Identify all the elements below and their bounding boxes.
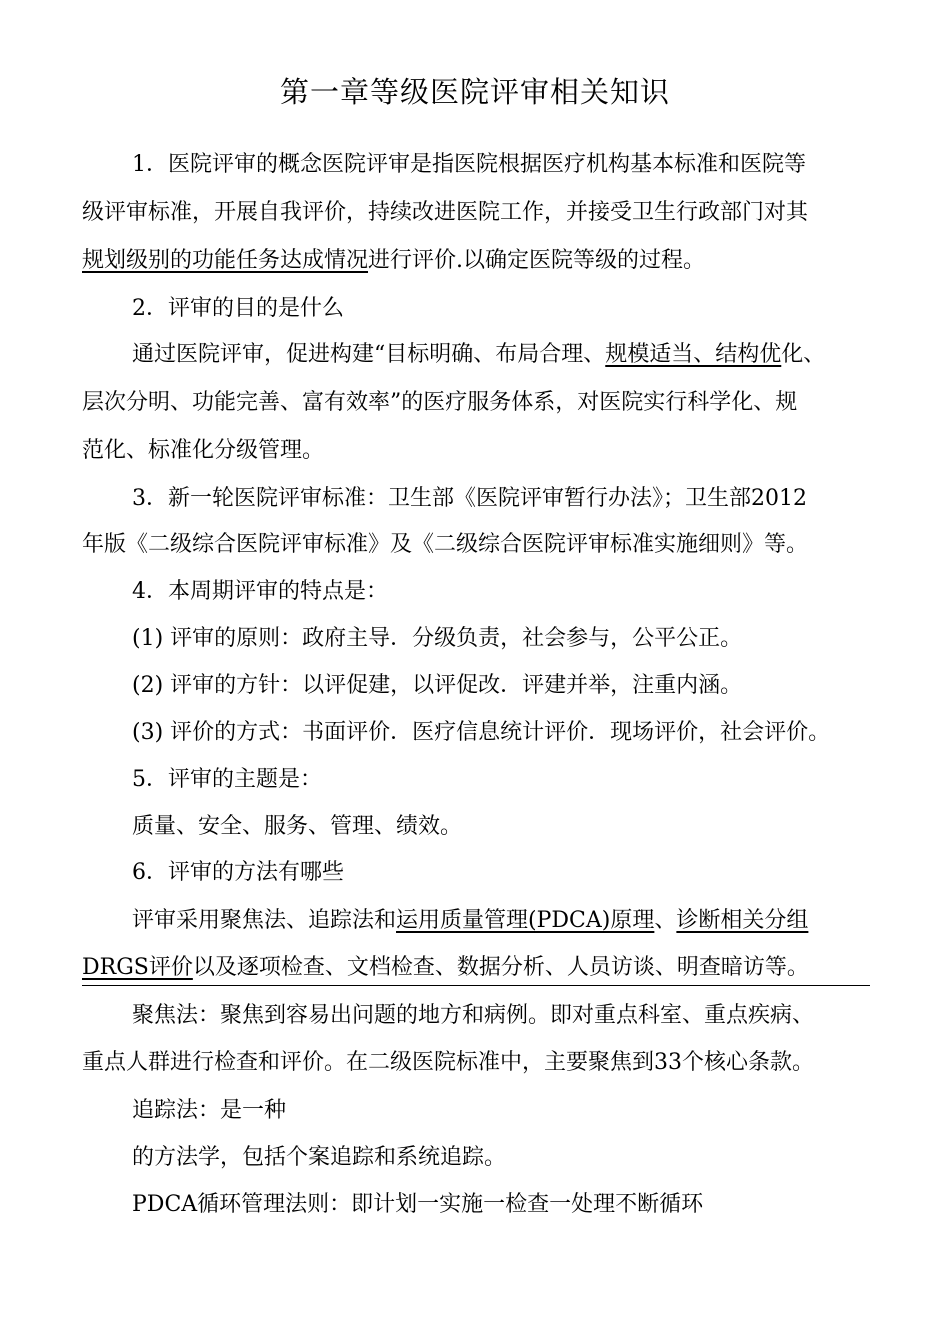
s1-line2: 级评审标准，开展自我评价，持续改进医院工作，并接受卫生行政部门对其 [82,200,809,225]
s1-line1: 1．医院评审的概念医院评审是指医院根据医疗机构基本标准和医院等 [132,152,806,177]
s6-text-a: 评审采用聚焦法、追踪法和 [132,908,397,933]
s4-item2: (2) 评审的方针：以评促建，以评促改．评建并举，注重内涵。 [132,673,743,698]
s1-line3 [82,246,705,276]
page-title: 第一章等级医院评审相关知识 [279,75,670,109]
focus-line2: 重点人群进行检查和评价。在二级医院标准中，主要聚焦到33个核心条款。 [82,1050,814,1075]
s2-text-b: 化、 [781,342,826,367]
s5-heading: 5．评审的主题是： [132,767,322,792]
s6-text-rest: 以及逐项检查、文档检查、数据分析、人员访谈、明查暗访等。 [192,955,809,980]
s6-underlined-drg: 诊断相关分组 [676,908,809,933]
s4-heading: 4．本周期评审的特点是： [132,579,388,604]
s4-item1: (1) 评审的原则：政府主导．分级负责，社会参与，公平公正。 [132,626,743,651]
s6-heading: 6．评审的方法有哪些 [132,860,344,885]
s1-line3-rest: 进行评价.以确定医院等级的过程。 [368,248,706,273]
pdca-line1: PDCA循环管理法则：即计划一实施一检查一处理不断循环 [132,1192,704,1217]
s3-line1: 3．新一轮医院评审标准：卫生部《医院评审暂行办法》；卫生部2012 [132,486,807,511]
s6-underlined-drgs: DRGS评价 [82,955,193,980]
s6-underlined-pdca: 运用质量管理(PDCA)原理 [396,908,655,933]
focus-line1: 聚焦法：聚焦到容易出问题的地方和病例。即对重点科室、重点疾病、 [132,1003,815,1028]
trace-line1: 追踪法：是一种 [132,1098,287,1123]
s4-item3: (3) 评价的方式：书面评价．医疗信息统计评价．现场评价，社会评价。 [132,720,831,745]
trace-line2: 的方法学，包括个案追踪和系统追踪。 [132,1145,507,1170]
horizontal-rule [82,985,870,986]
s2-para-line3: 范化、标准化分级管理。 [82,438,325,463]
s1-underlined-phrase: 规划级别的功能任务达成情况 [82,248,369,273]
s6-para-line1 [132,906,808,936]
s6-para-line2 [82,953,809,983]
s6-text-b: 、 [654,908,677,933]
s2-para-line1 [132,340,825,370]
s2-underlined-phrase: 规模适当、结构优 [605,342,782,367]
s5-body: 质量、安全、服务、管理、绩效。 [132,814,463,839]
s3-line2: 年版《二级综合医院评审标准》及《二级综合医院评审标准实施细则》等。 [82,532,809,557]
s2-text-a: 通过医院评审，促进构建“目标明确、布局合理、 [132,342,606,367]
s2-para-line2: 层次分明、功能完善、富有效率”的医疗服务体系，对医院实行科学化、规 [82,390,798,415]
s2-heading: 2．评审的目的是什么 [132,296,344,321]
